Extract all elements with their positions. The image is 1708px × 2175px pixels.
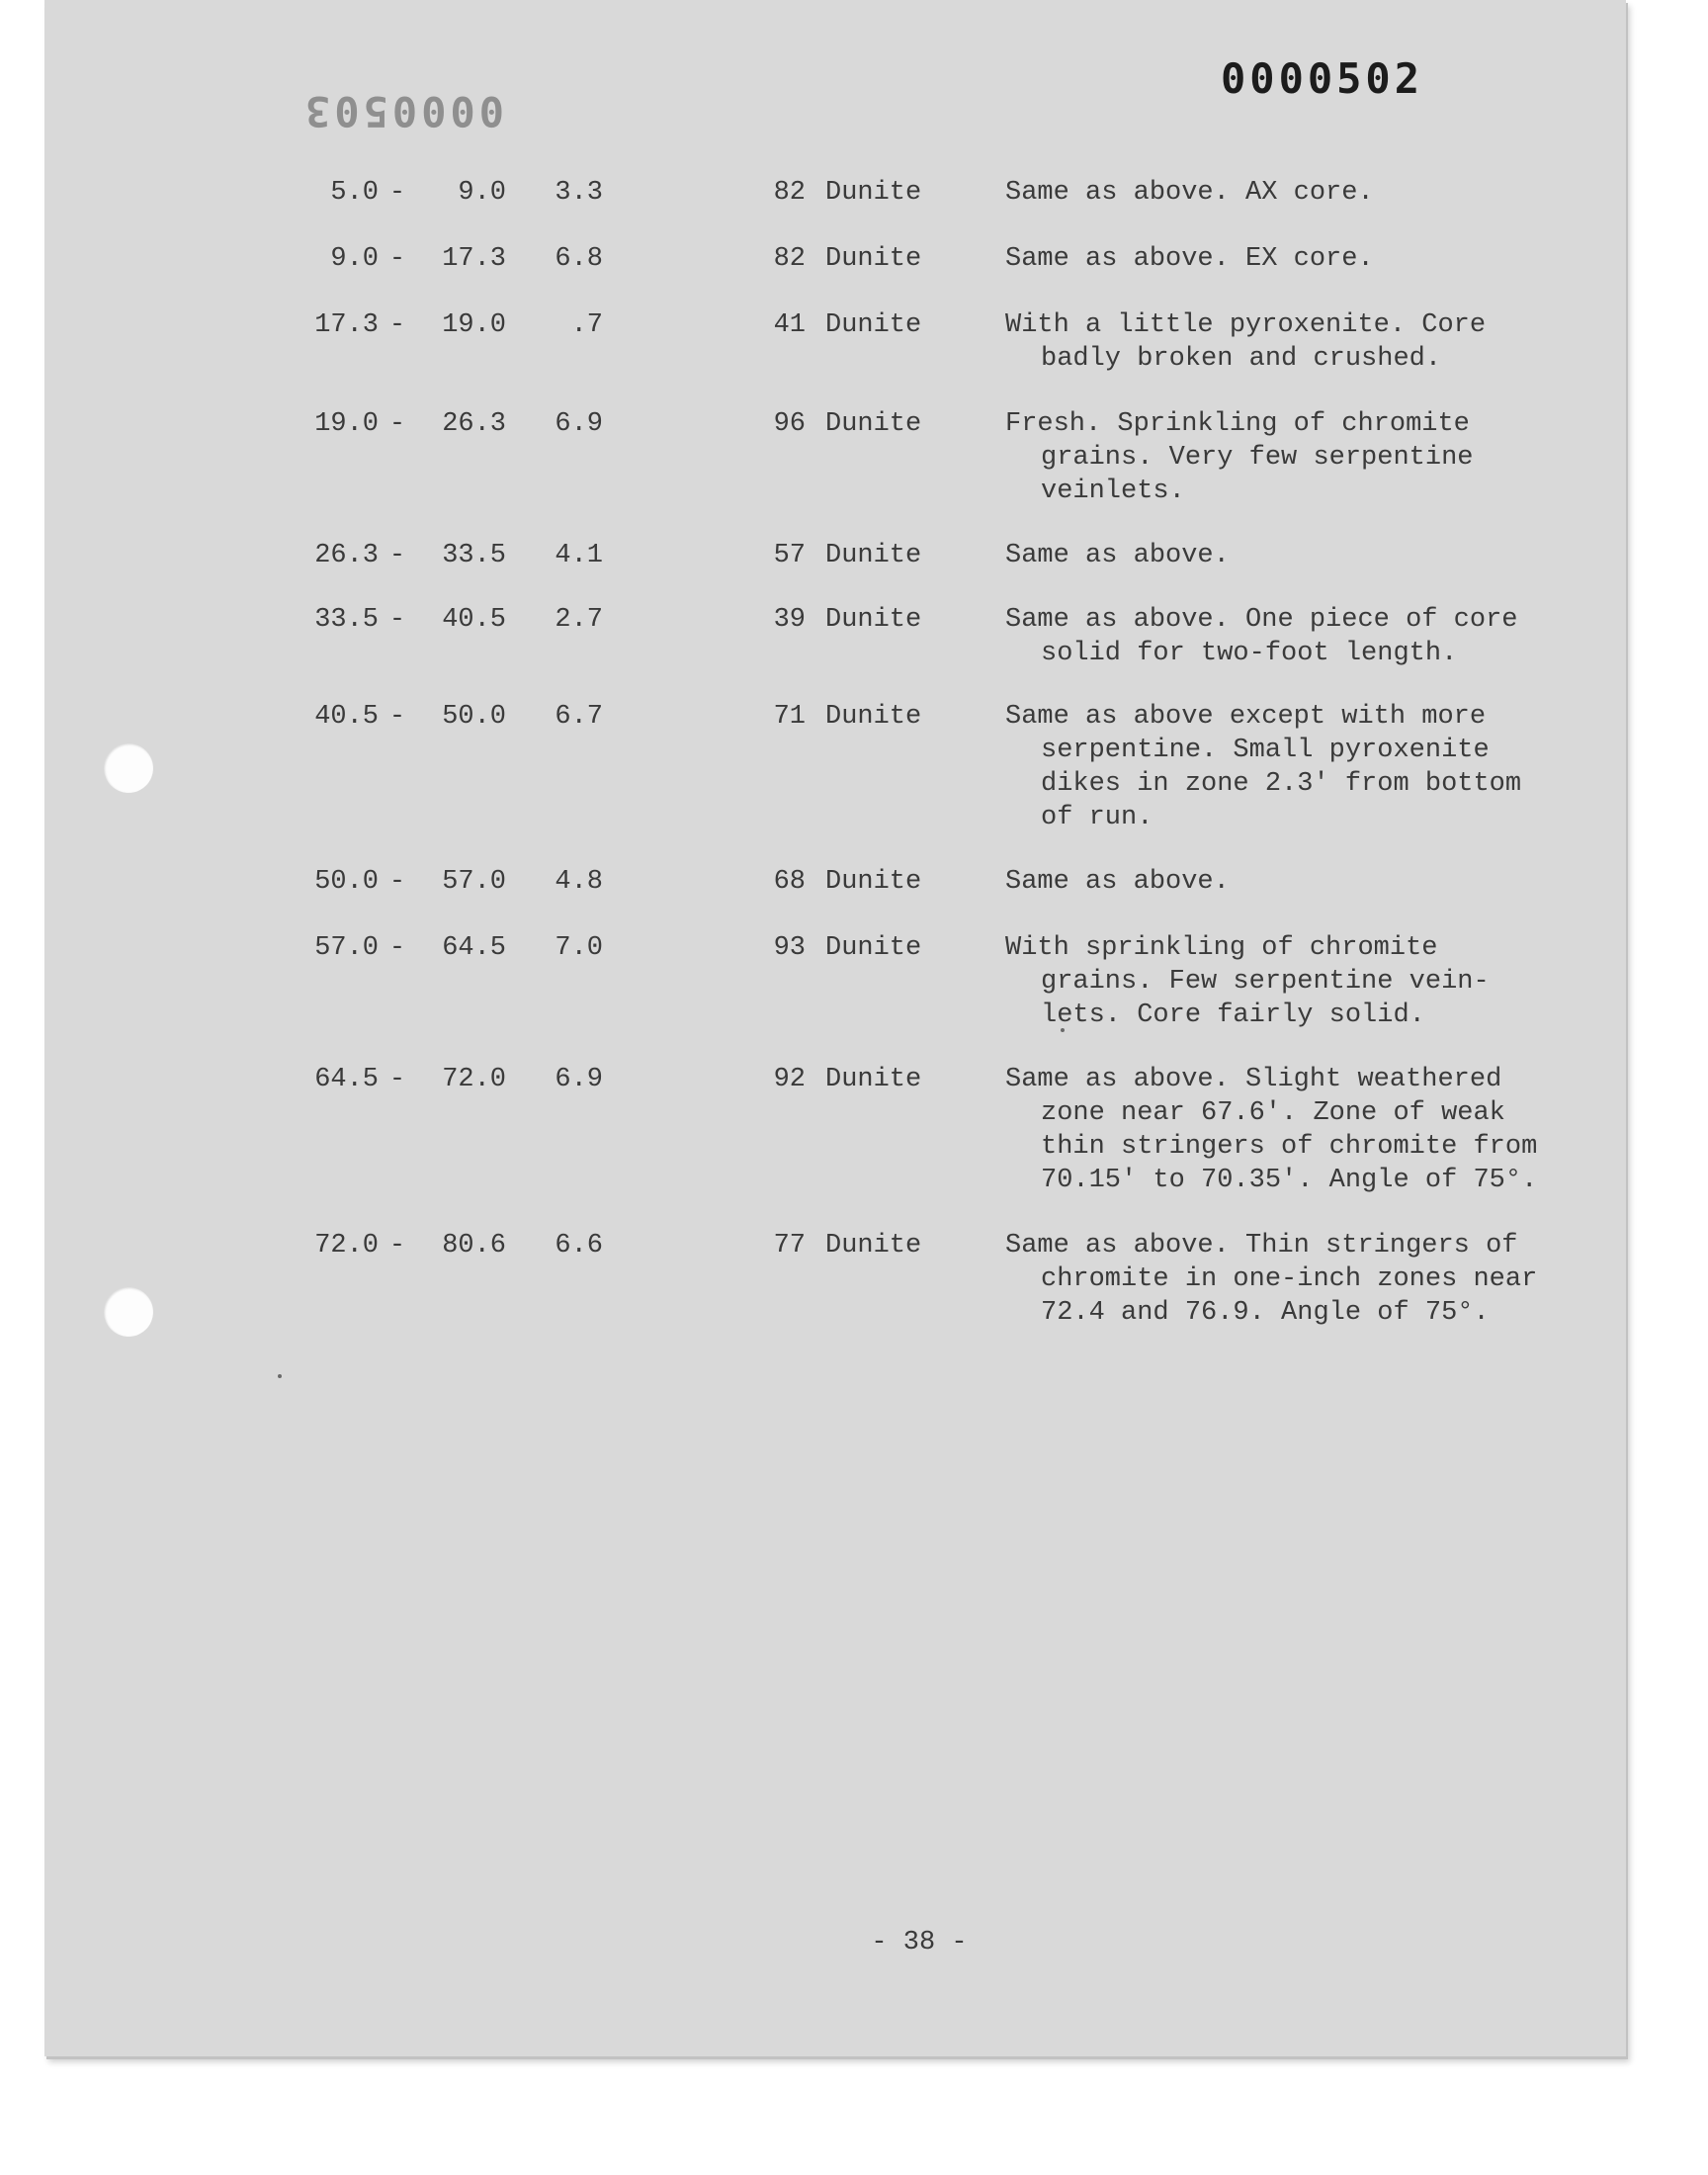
rock-type: Dunite xyxy=(825,1065,922,1094)
table-row xyxy=(44,308,1626,374)
rock-type: Dunite xyxy=(825,310,922,340)
description-line: Same as above. xyxy=(1005,541,1230,570)
description-line: solid for two-foot length. xyxy=(1041,639,1458,668)
depth-from: 72.0 xyxy=(314,1231,379,1261)
depth-from: 17.3 xyxy=(314,310,379,340)
description xyxy=(1005,1063,1537,1197)
rock-type: Dunite xyxy=(825,541,922,570)
core-recovery: 39 xyxy=(773,605,806,635)
paper-speck xyxy=(278,1374,282,1378)
table-row xyxy=(44,539,1626,570)
rock-type: Dunite xyxy=(825,867,922,897)
rock-type: Dunite xyxy=(825,178,922,208)
table-row xyxy=(44,176,1626,208)
depth-separator: - xyxy=(388,702,406,732)
description-line: chromite in one-inch zones near xyxy=(1041,1264,1538,1294)
description-line: lets. Core fairly solid. xyxy=(1041,1000,1425,1030)
depth-separator: - xyxy=(388,605,406,635)
table-row xyxy=(44,407,1626,506)
rock-type: Dunite xyxy=(825,605,922,635)
depth-from: 64.5 xyxy=(314,1065,379,1094)
document-page xyxy=(44,0,1626,2056)
description-line: Same as above. Thin stringers of xyxy=(1005,1231,1518,1261)
table-row xyxy=(44,931,1626,1030)
description-line: Fresh. Sprinkling of chromite xyxy=(1005,409,1470,439)
core-recovery: 96 xyxy=(773,409,806,439)
depth-from: 26.3 xyxy=(314,541,379,570)
depth-separator: - xyxy=(388,178,406,208)
description xyxy=(1005,407,1473,508)
core-recovery: 41 xyxy=(773,310,806,340)
description xyxy=(1005,242,1374,276)
core-recovery: 93 xyxy=(773,933,806,963)
description xyxy=(1005,931,1490,1032)
depth-to: 17.3 xyxy=(442,244,506,274)
depth-from: 5.0 xyxy=(330,178,379,208)
depth-separator: - xyxy=(388,1231,406,1261)
core-recovery: 77 xyxy=(773,1231,806,1261)
core-recovery: 92 xyxy=(773,1065,806,1094)
core-recovery: 82 xyxy=(773,178,806,208)
depth-from: 40.5 xyxy=(314,702,379,732)
description xyxy=(1005,308,1486,376)
description-line: Same as above except with more xyxy=(1005,702,1487,732)
run-length: 6.6 xyxy=(555,1231,603,1261)
description-line: badly broken and crushed. xyxy=(1041,344,1442,374)
description-line: Same as above. EX core. xyxy=(1005,244,1374,274)
description-line: 72.4 and 76.9. Angle of 75°. xyxy=(1041,1298,1490,1328)
table-row xyxy=(44,1229,1626,1328)
depth-from: 33.5 xyxy=(314,605,379,635)
description xyxy=(1005,176,1374,210)
table-row xyxy=(44,700,1626,832)
core-recovery: 57 xyxy=(773,541,806,570)
mirrored-number-stamp: 0000503 xyxy=(301,87,505,135)
run-length: 4.8 xyxy=(555,867,603,897)
depth-to: 57.0 xyxy=(442,867,506,897)
depth-to: 50.0 xyxy=(442,702,506,732)
table-row xyxy=(44,865,1626,897)
description-line: Same as above. AX core. xyxy=(1005,178,1374,208)
description-line: grains. Few serpentine vein- xyxy=(1041,967,1490,997)
table-row xyxy=(44,603,1626,668)
table-row xyxy=(44,242,1626,274)
description xyxy=(1005,539,1230,572)
depth-separator: - xyxy=(388,541,406,570)
run-length: 6.9 xyxy=(555,1065,603,1094)
depth-to: 72.0 xyxy=(442,1065,506,1094)
core-recovery: 71 xyxy=(773,702,806,732)
description-line: 70.15' to 70.35'. Angle of 75°. xyxy=(1041,1166,1538,1195)
rock-type: Dunite xyxy=(825,933,922,963)
description-line: veinlets. xyxy=(1041,477,1185,506)
core-recovery: 68 xyxy=(773,867,806,897)
description-line: serpentine. Small pyroxenite xyxy=(1041,736,1490,765)
rock-type: Dunite xyxy=(825,702,922,732)
core-recovery: 82 xyxy=(773,244,806,274)
punch-hole xyxy=(104,1287,153,1337)
description-line: Same as above. xyxy=(1005,867,1230,897)
run-length: 6.7 xyxy=(555,702,603,732)
description xyxy=(1005,603,1517,670)
depth-separator: - xyxy=(388,933,406,963)
run-length: 2.7 xyxy=(555,605,603,635)
depth-from: 9.0 xyxy=(330,244,379,274)
run-length: 7.0 xyxy=(555,933,603,963)
page-number: - 38 - xyxy=(871,1928,968,1958)
rock-type: Dunite xyxy=(825,409,922,439)
depth-to: 80.6 xyxy=(442,1231,506,1261)
depth-from: 19.0 xyxy=(314,409,379,439)
description xyxy=(1005,1229,1537,1330)
depth-from: 57.0 xyxy=(314,933,379,963)
run-length: 3.3 xyxy=(555,178,603,208)
depth-to: 9.0 xyxy=(458,178,506,208)
description-line: dikes in zone 2.3' from bottom xyxy=(1041,769,1522,799)
description-line: zone near 67.6'. Zone of weak xyxy=(1041,1098,1505,1128)
run-length: 4.1 xyxy=(555,541,603,570)
description-line: Same as above. Slight weathered xyxy=(1005,1065,1502,1094)
depth-separator: - xyxy=(388,310,406,340)
run-length: .7 xyxy=(570,310,603,340)
description-line: Same as above. One piece of core xyxy=(1005,605,1518,635)
rock-type: Dunite xyxy=(825,1231,922,1261)
document-number-stamp: 0000502 xyxy=(1221,54,1424,103)
description-line: thin stringers of chromite from xyxy=(1041,1132,1538,1162)
description-line: With sprinkling of chromite xyxy=(1005,933,1438,963)
description-line: of run. xyxy=(1041,803,1153,832)
depth-separator: - xyxy=(388,409,406,439)
description-line: grains. Very few serpentine xyxy=(1041,443,1474,473)
depth-to: 40.5 xyxy=(442,605,506,635)
depth-separator: - xyxy=(388,244,406,274)
depth-separator: - xyxy=(388,867,406,897)
run-length: 6.8 xyxy=(555,244,603,274)
rock-type: Dunite xyxy=(825,244,922,274)
run-length: 6.9 xyxy=(555,409,603,439)
depth-to: 33.5 xyxy=(442,541,506,570)
depth-to: 64.5 xyxy=(442,933,506,963)
description-line: With a little pyroxenite. Core xyxy=(1005,310,1487,340)
depth-from: 50.0 xyxy=(314,867,379,897)
depth-to: 19.0 xyxy=(442,310,506,340)
depth-to: 26.3 xyxy=(442,409,506,439)
depth-separator: - xyxy=(388,1065,406,1094)
table-row xyxy=(44,1063,1626,1195)
description xyxy=(1005,700,1521,834)
description xyxy=(1005,865,1230,899)
punch-hole xyxy=(104,743,153,793)
